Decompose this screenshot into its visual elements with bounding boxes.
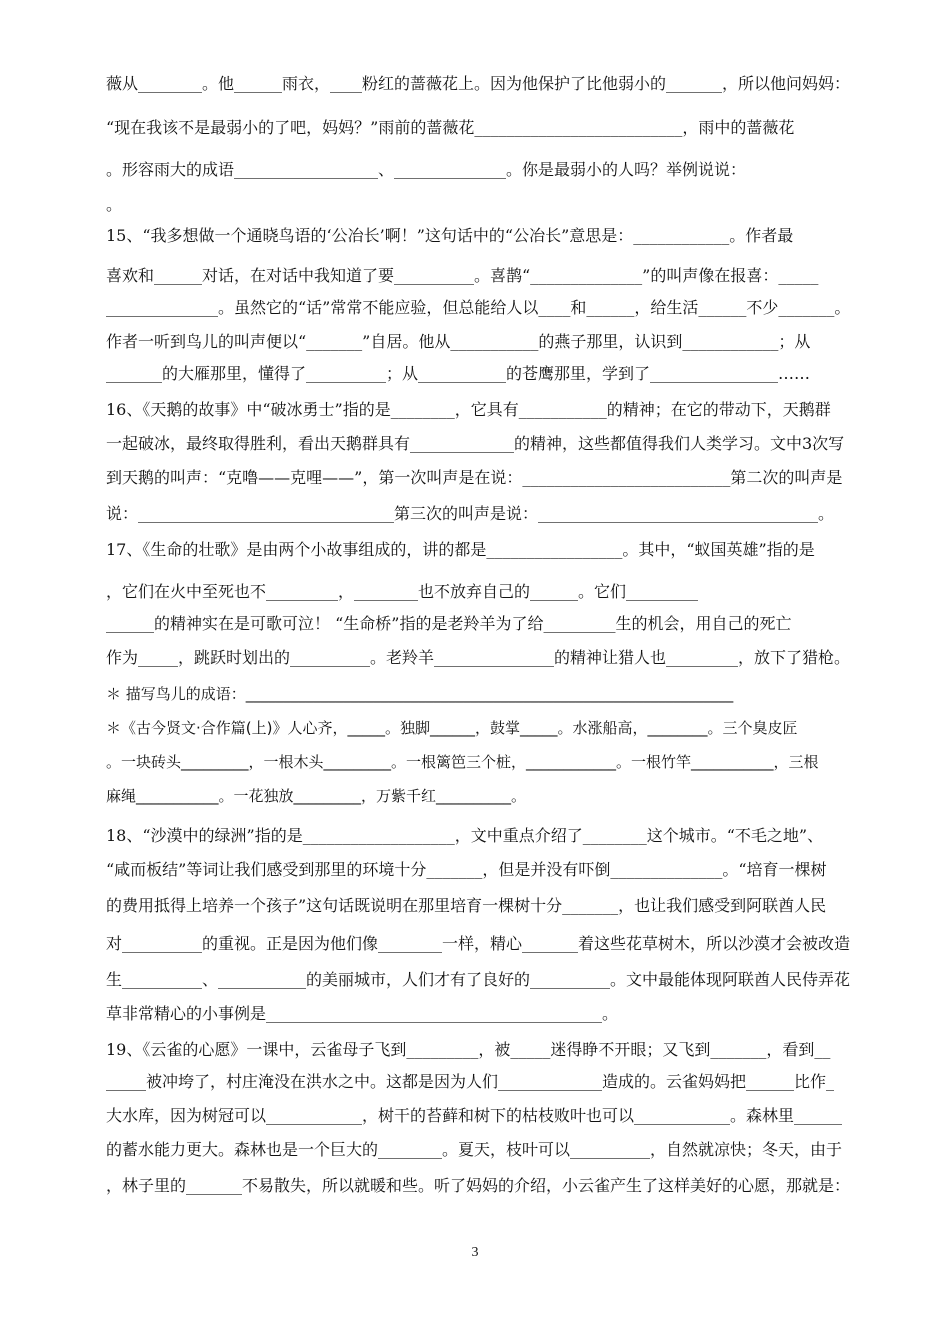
text-line: 对__________的重视。正是因为他们像________一样，精心_______着这些花草树木，所以沙漠才会被改造 <box>106 934 851 953</box>
page-number: 3 <box>471 1245 479 1260</box>
text-line: _____被冲垮了，村庄淹没在洪水之中。这都是因为人们_____________造成的。云雀妈妈把______比作_ <box>106 1072 835 1091</box>
text-line: 19、《云雀的心愿》一课中，云雀母子飞到_________，被_____迷得睁不开眼；又飞到_______，看到__ <box>106 1040 831 1059</box>
text-line: ＊ 描写鸟儿的成语：_________________________________________________________________ <box>106 685 734 703</box>
text-line: 草非常精心的小事例是__________________________________________。 <box>106 1004 619 1023</box>
text-line: 。一块砖头_________，一根木头_________。一根篱笆三个桩，____________。一根竹竿___________，三根 <box>106 753 819 771</box>
text-line: ，它们在火中至死也不_________，________也不放弃自己的______。它们_________ <box>106 582 699 601</box>
text-line: ______的精神实在是可歌可泣！ “生命桥”指的是老羚羊为了给_________生的机会，用自己的死亡 <box>106 614 792 633</box>
text-line: 大水库，因为树冠可以____________，树干的苔藓和树下的枯枝败叶也可以____________。森林里______ <box>106 1106 843 1125</box>
text-line: “咸而板结”等词让我们感受到那里的环境十分_______，但是并没有吓倒______________。“培育一棵树 <box>106 860 827 879</box>
text-line: 说：________________________________第三次的叫声是说：___________________________________。 <box>106 504 835 523</box>
text-line: 18、“沙漠中的绿洲”指的是___________________，文中重点介绍了________这个城市。“不毛之地”、 <box>106 826 824 845</box>
text-line: 。形容雨大的成语__________________、______________。你是最弱小的人吗？举例说说： <box>106 160 747 179</box>
text-line: 的蓄水能力更大。森林也是一个巨大的________。夏天，枝叶可以__________，自然就凉快；冬天，由于 <box>106 1140 843 1159</box>
text-line: 作为_____，跳跃时划出的__________。老羚羊_______________的精神让猎人也_________，放下了猎枪。 <box>106 648 851 667</box>
text-line: 作者一听到鸟儿的叫声便以“_______”自居。他从___________的燕子那里，认识到____________；从 <box>106 332 811 351</box>
text-line: 喜欢和______对话，在对话中我知道了要__________。喜鹊“______________”的叫声像在报喜：_____ <box>106 266 819 285</box>
text-line: 。 <box>106 195 123 214</box>
text-line: 16、《天鹅的故事》中“破冰勇士”指的是________，它具有___________的精神；在它的带动下，天鹅群 <box>106 400 831 419</box>
text-line: 麻绳___________。一花独放_________，万紫千红__________。 <box>106 787 527 805</box>
text-line: 17、《生命的壮歌》是由两个小故事组成的，讲的都是_________________。其中，“蚁国英雄”指的是 <box>106 540 815 559</box>
text-line: ______________。虽然它的“话”常常不能应验，但总能给人以____和______，给生活______不少_______。 <box>106 298 851 317</box>
text-line: 的费用抵得上培养一个孩子”这句话既说明在那里培育一棵树十分_______，也让我们感受到阿联酋人民 <box>106 896 827 915</box>
text-line: 薇从________。他______雨衣，____粉红的蔷薇花上。因为他保护了比他弱小的_______，所以他问妈妈： <box>106 74 851 93</box>
text-line: 一起破冰，最终取得胜利，看出天鹅群具有_____________的精神，这些都值得我们人类学习。文中3次写 <box>106 434 845 453</box>
text-line: 15、“我多想做一个通晓鸟语的‘公冶长’啊！”这句话中的“公冶长”意思是：____________。作者最 <box>106 226 794 245</box>
text-line: _______的大雁那里，懂得了__________；从___________的苍鹰那里，学到了________________…… <box>106 364 811 383</box>
text-line: ＊《古今贤文·合作篇(上)》人心齐，_____。独脚______，鼓掌_____。水涨船高，________。三个臭皮匠 <box>106 719 798 737</box>
text-line: ，林子里的_______不易散失，所以就暖和些。听了妈妈的介绍，小云雀产生了这样美好的心愿，那就是： <box>106 1176 851 1195</box>
text-line: “现在我该不是最弱小的了吧，妈妈？”雨前的蔷薇花__________________________，雨中的蔷薇花 <box>106 118 795 137</box>
text-line: 到天鹅的叫声：“克噜——克哩——”，第一次叫声是在说：__________________________第二次的叫声是 <box>106 468 843 487</box>
text-line: 生__________、___________的美丽城市，人们才有了良好的__________。文中最能体现阿联酋人民侍弄花 <box>106 970 851 989</box>
